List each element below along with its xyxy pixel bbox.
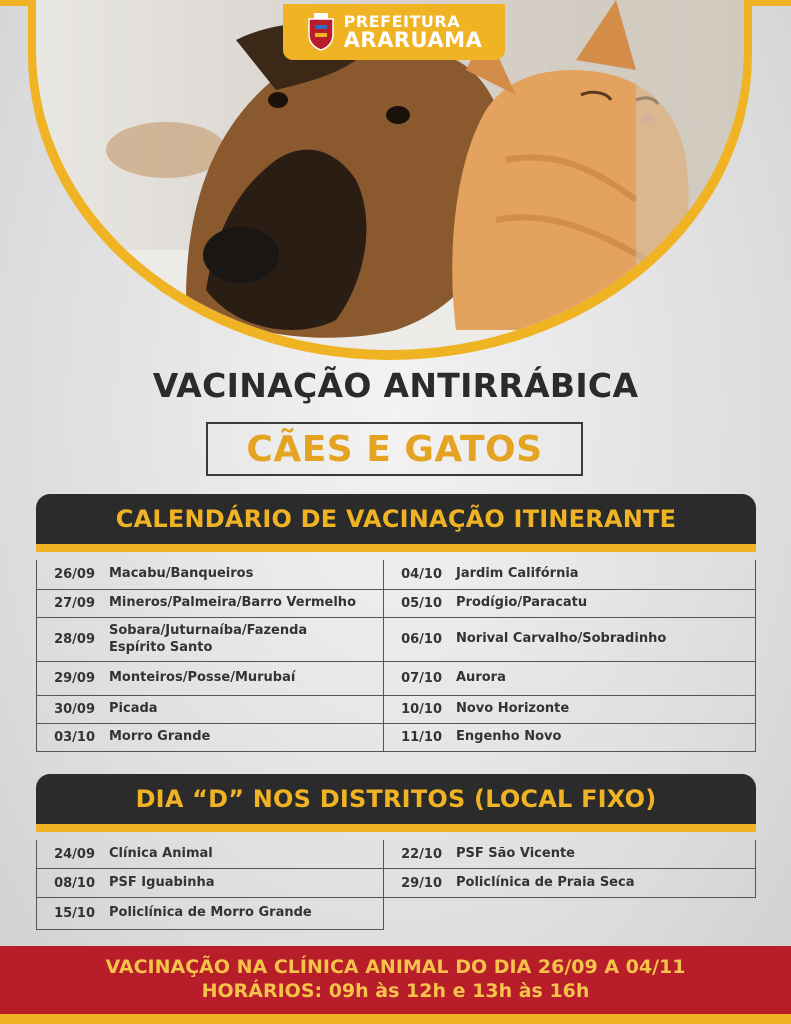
footer-line1: VACINAÇÃO NA CLÍNICA ANIMAL DO DIA 26/09 A 04/11: [105, 956, 686, 979]
subtitle-box: [206, 422, 583, 476]
date: 15/10: [54, 906, 95, 921]
date: 04/10: [401, 567, 442, 582]
districts-header: [36, 774, 756, 832]
place: Clínica Animal: [109, 845, 213, 861]
place: Mineros/Palmeira/Barro Vermelho: [109, 595, 356, 611]
bottom-accent-bar: [0, 1014, 791, 1024]
logo-text: [343, 11, 483, 52]
date: 11/10: [401, 730, 442, 745]
date: 29/09: [54, 671, 95, 686]
date: 07/10: [401, 671, 442, 686]
logo-line2: ARARUAMA: [343, 27, 483, 52]
date: 30/09: [54, 702, 95, 717]
table-row: [36, 618, 384, 662]
table-row: [384, 724, 756, 752]
logo-badge: [283, 4, 505, 60]
date: 27/09: [54, 596, 95, 611]
table-row: [384, 618, 756, 662]
table-row: [384, 560, 756, 590]
place: Macabu/Banqueiros: [109, 566, 254, 582]
city-crest-icon: [306, 13, 336, 51]
date: 28/09: [54, 632, 95, 647]
place: Policlínica de Praia Seca: [456, 874, 635, 890]
date: 10/10: [401, 702, 442, 717]
table-row: [384, 696, 756, 724]
table-row: [384, 590, 756, 618]
place: PSF São Vicente: [456, 845, 575, 861]
footer-line2: HORÁRIOS: 09h às 12h e 13h às 16h: [201, 980, 590, 1002]
table-row: [36, 840, 384, 869]
table-row: [36, 869, 384, 898]
date: 08/10: [54, 875, 95, 891]
calendar-header-text: CALENDÁRIO DE VACINAÇÃO ITINERANTE: [115, 505, 677, 533]
date: 06/10: [401, 632, 442, 647]
table-row: [384, 869, 756, 898]
districts-table: [36, 840, 756, 930]
districts-header-text: DIA “D” NOS DISTRITOS (LOCAL FIXO): [135, 785, 657, 813]
date: 22/10: [401, 846, 442, 862]
table-row: [36, 696, 384, 724]
place: Prodígio/Paracatu: [456, 595, 588, 611]
place: Picada: [109, 701, 158, 717]
place: Morro Grande: [109, 729, 211, 745]
date: 05/10: [401, 596, 442, 611]
place: PSF Iguabinha: [109, 874, 215, 890]
place: Engenho Novo: [456, 729, 562, 745]
table-row: [384, 840, 756, 869]
table-row: [36, 590, 384, 618]
date: 29/10: [401, 875, 442, 891]
place: Sobara/Juturnaíba/Fazenda Espírito Santo: [109, 623, 308, 655]
date: 03/10: [54, 730, 95, 745]
calendar-header: [36, 494, 756, 552]
place: Jardim Califórnia: [456, 566, 579, 582]
calendar-table: [36, 560, 756, 752]
table-row: [36, 898, 384, 930]
table-row: [384, 662, 756, 696]
page-subtitle: CÃES E GATOS: [246, 428, 543, 470]
place: Policlínica de Morro Grande: [109, 905, 312, 921]
place: Norival Carvalho/Sobradinho: [456, 631, 667, 647]
place: Novo Horizonte: [456, 701, 570, 717]
table-row: [36, 662, 384, 696]
date: 26/09: [54, 567, 95, 582]
page-title: VACINAÇÃO ANTIRRÁBICA: [152, 366, 639, 405]
logo-line1: PREFEITURA: [343, 11, 461, 31]
place: Monteiros/Posse/Murubaí: [109, 670, 296, 686]
table-row: [36, 724, 384, 752]
table-row: [36, 560, 384, 590]
place: Aurora: [456, 670, 506, 686]
footer-banner: [0, 946, 791, 1014]
date: 24/09: [54, 846, 95, 862]
